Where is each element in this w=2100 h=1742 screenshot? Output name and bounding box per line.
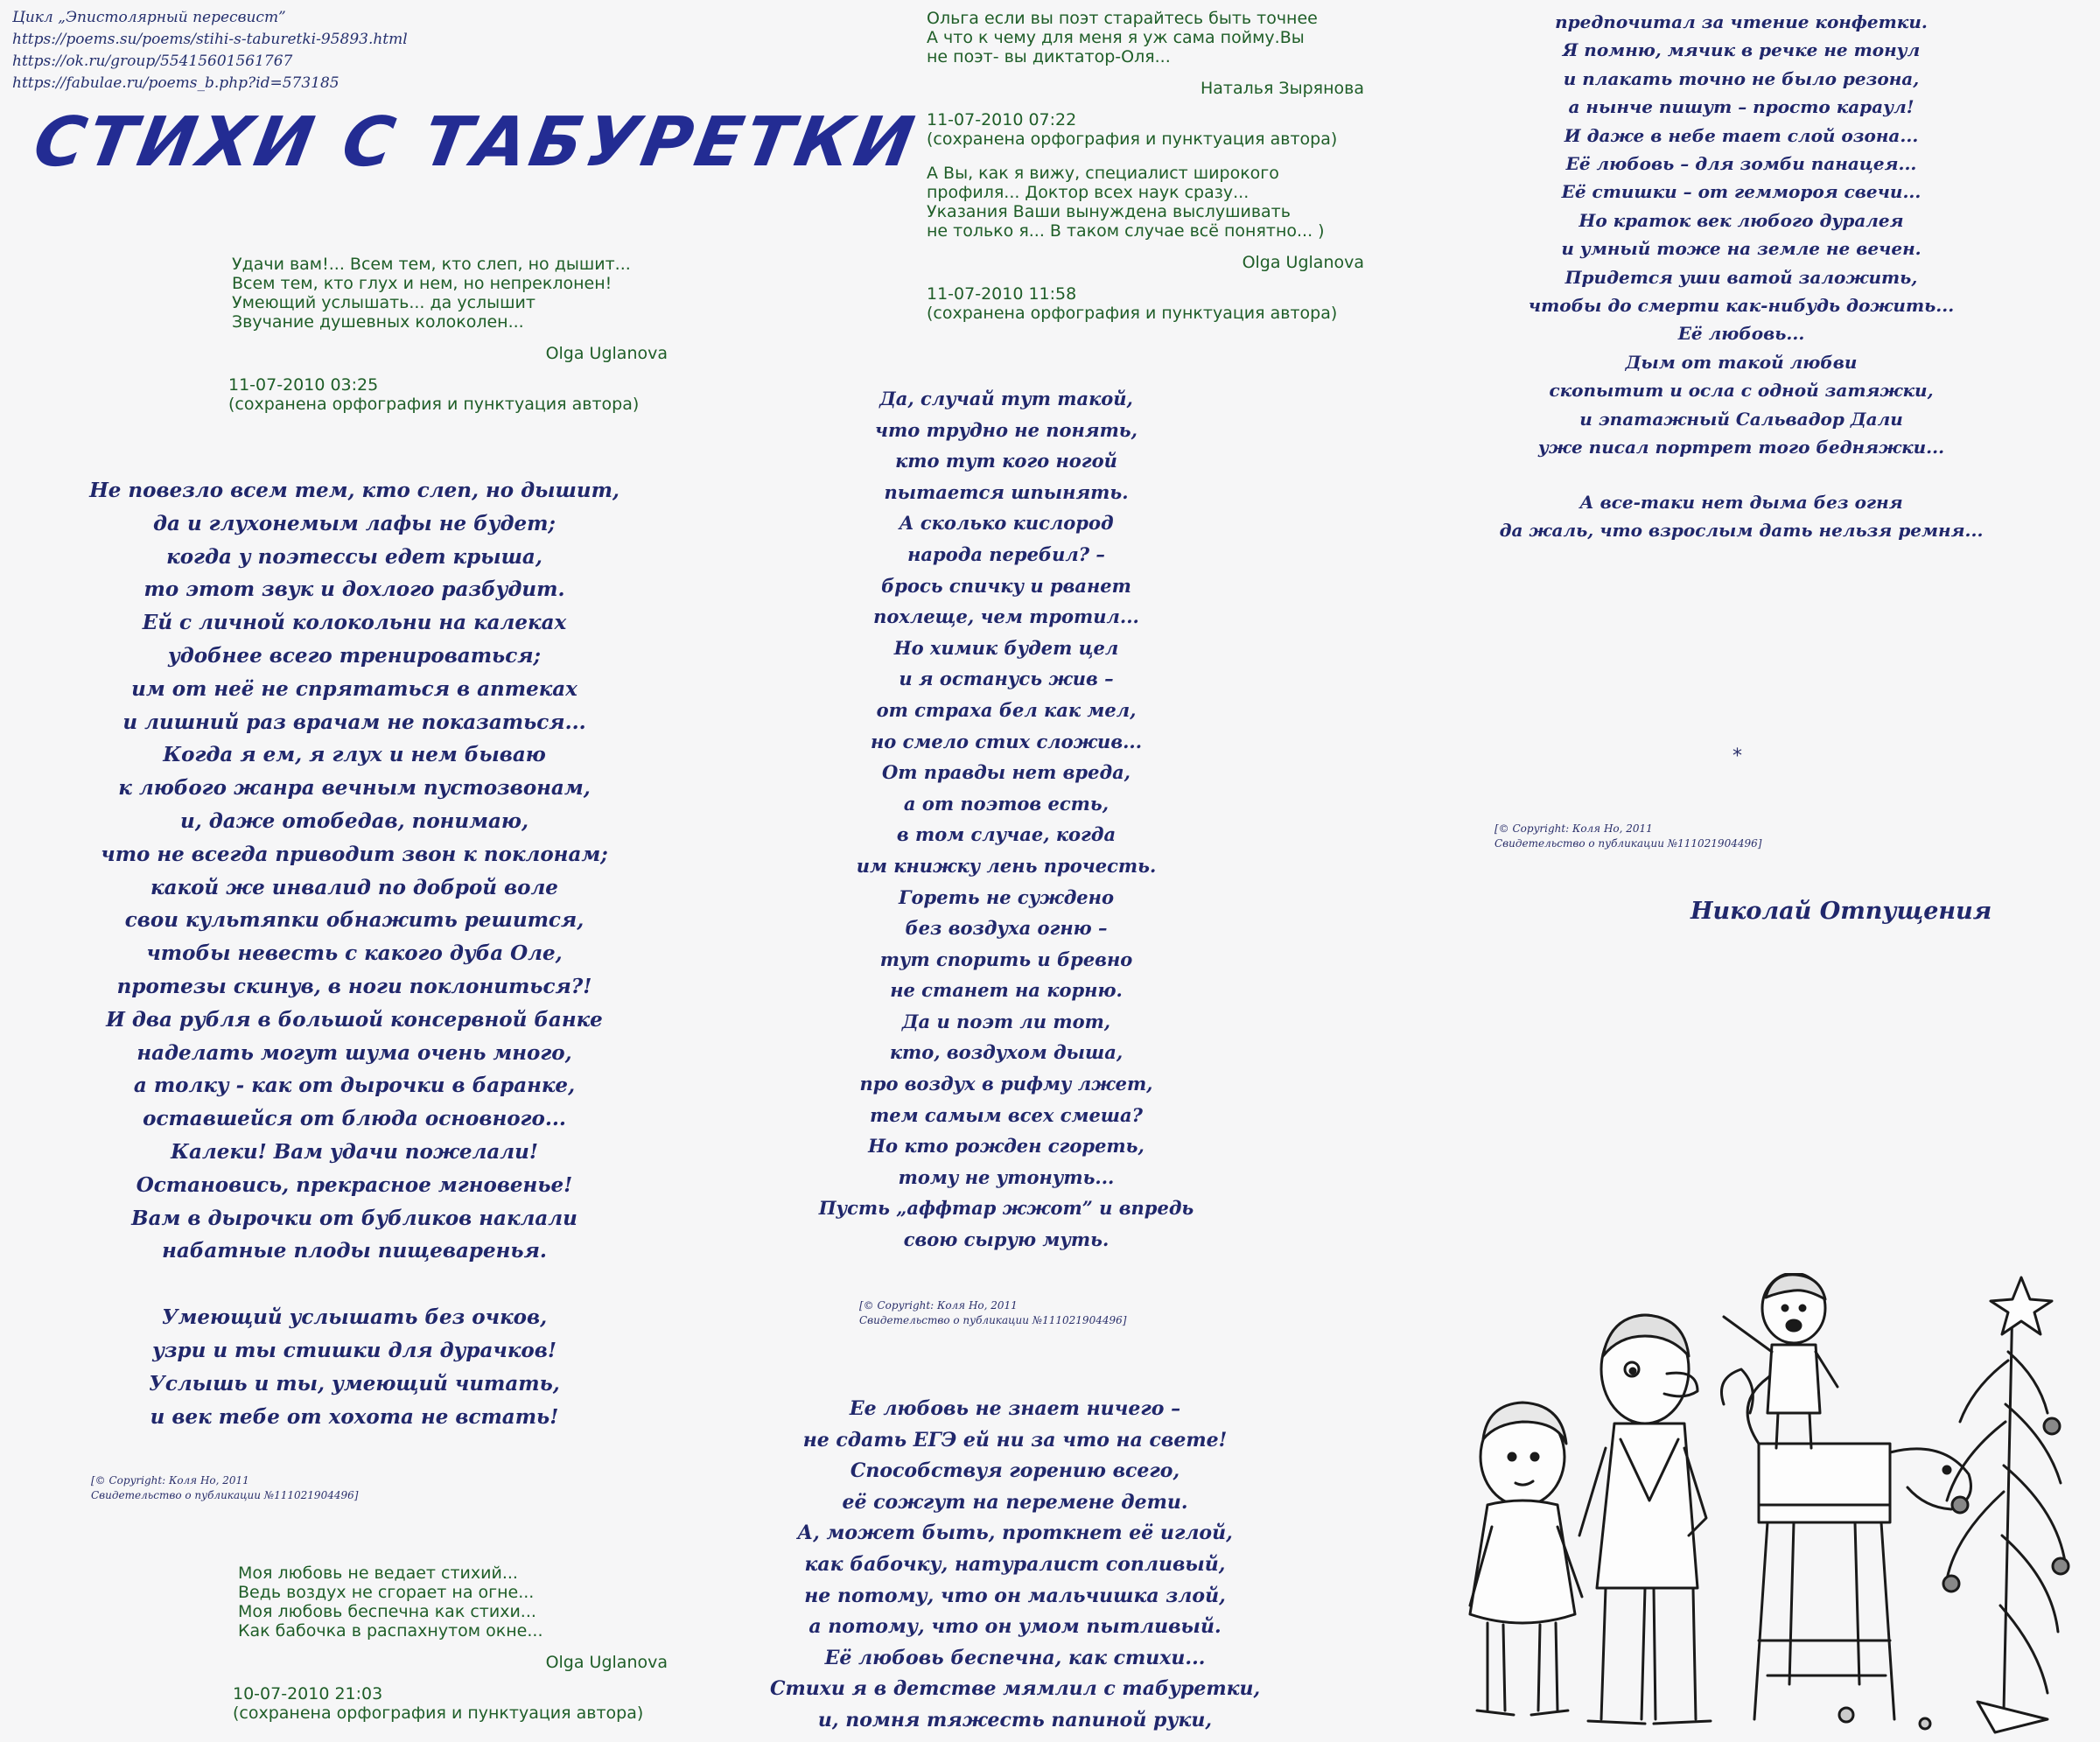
poem-line: какой же инвалид по доброй воле — [150, 875, 558, 899]
comment-line: Звучание душевных колоколен... — [232, 312, 524, 332]
link-fabulae[interactable]: https://fabulae.ru/poems_b.php?id=573185 — [12, 74, 340, 92]
copyright-line: Свидетельство о публикации №111021904496] — [1494, 837, 1762, 850]
poem-line: без воздуха огню – — [905, 917, 1108, 940]
poem-line: Но краток век любого дуралея — [1578, 209, 1904, 231]
poem-line: и, даже отобедав, понимаю, — [180, 808, 528, 833]
poem-4 — [1479, 8, 2004, 544]
page-title: СТИХИ С ТАБУРЕТКИ — [28, 103, 923, 182]
poem-2 — [805, 383, 1208, 1256]
poem-line: Я помню, мячик в речке не тонул — [1562, 39, 1921, 61]
comment-author: Olga Uglanova — [545, 344, 668, 363]
poem-line: Её любовь беспечна, как стихи... — [824, 1646, 1206, 1669]
poem-line: От правды нет вреда, — [881, 761, 1130, 784]
comment-date: 10-07-2010 21:03 — [233, 1684, 383, 1704]
comment-line: Умеющий услышать... да услышит — [232, 293, 536, 312]
poem-line: оставшейся от блюда основного... — [143, 1107, 566, 1131]
comment-note: (сохранена орфография и пунктуация автора) — [228, 395, 640, 414]
poem-line: и век тебе от хохота не встать! — [150, 1404, 559, 1429]
comment-text — [232, 255, 668, 332]
comment-line: Ведь воздух не сгорает на огне... — [238, 1583, 535, 1602]
poem-line: Когда я ем, я глух и нем бываю — [163, 743, 546, 767]
poem-line: Её любовь... — [1677, 323, 1805, 345]
poem-line: Но химик будет цел — [893, 636, 1119, 659]
comment-author: Olga Uglanova — [545, 1653, 668, 1672]
poem-line: Но кто рожден сгореть, — [868, 1135, 1144, 1158]
poem-line: не станет на корню. — [890, 979, 1123, 1002]
poem-line: Пусть „аффтар жжот” и впредь — [818, 1197, 1194, 1220]
copyright-2 — [859, 1298, 1126, 1328]
poem-1 — [48, 474, 661, 1433]
poem-line: не сдать ЕГЭ ей ни за что на свете! — [802, 1428, 1228, 1452]
poem-line: Стихи я в детстве мямлил с табуретки, — [770, 1677, 1261, 1701]
poem-line: тем самым всех смеша? — [870, 1103, 1143, 1126]
poem-line: И даже в небе тает слой озона... — [1564, 124, 1919, 146]
poem-line: тут спорить и бревно — [879, 948, 1133, 970]
poem-line: Придется уши ватой заложить, — [1564, 266, 1918, 288]
author-signature: Николай Отпущения — [1690, 898, 1992, 925]
poem-line: что не всегда приводит звон к поклонам; — [101, 842, 608, 866]
comment-note: (сохранена орфография и пунктуация автора) — [927, 129, 1338, 149]
poem-line: к любого жанра вечным пустозвонам, — [118, 776, 591, 801]
poem-line: Ее любовь не знает ничего – — [849, 1397, 1181, 1420]
poem-line: Её стишки – от геммороя свечи... — [1561, 181, 1922, 203]
poem-line: протезы скинув, в ноги поклониться?! — [116, 974, 592, 998]
poem-line: Не повезло всем тем, кто слеп, но дышит, — [89, 479, 620, 502]
comment-line: А что к чему для меня я уж сама пойму.Вы — [927, 28, 1305, 47]
comment-meta — [927, 284, 1364, 323]
poem-line: как бабочку, натуралист сопливый, — [804, 1552, 1226, 1576]
poem-line: чтобы до смерти как-нибудь дожить... — [1528, 295, 1955, 317]
poem-line: в том случае, когда — [896, 823, 1116, 846]
comment-note: (сохранена орфография и пунктуация автора) — [927, 304, 1338, 323]
comment-text — [927, 9, 1364, 66]
copyright-line: [© Copyright: Коля Но, 2011 — [1494, 822, 1653, 835]
poem-line: Способствуя горению всего, — [850, 1459, 1180, 1483]
comment-line: Моя любовь не ведает стихий... — [238, 1564, 518, 1583]
poem-line: Дым от такой любви — [1625, 351, 1858, 373]
comment-line: профиля... Доктор всех наук сразу... — [927, 183, 1250, 202]
poem-line: и плакать точно не было резона, — [1563, 67, 1920, 89]
comment-date: 11-07-2010 03:25 — [228, 375, 379, 395]
poem-3 — [770, 1394, 1260, 1737]
poem-line: кто, воздухом дыша, — [889, 1041, 1124, 1064]
poem-stanza — [1479, 488, 2004, 545]
poem-line: брось спичку и рванет — [881, 574, 1131, 597]
poem-line: кто тут кого ногой — [895, 450, 1117, 472]
poem-line: а толку - как от дырочки в баранке, — [133, 1074, 576, 1098]
poem-line: от страха бел как мел, — [876, 698, 1137, 721]
comment-line: А Вы, как я вижу, специалист широкого — [927, 164, 1279, 183]
comment-note: (сохранена орфография и пунктуация автора) — [233, 1704, 644, 1723]
poem-line: узри и ты стишки для дурачков! — [152, 1338, 556, 1362]
comment-meta — [228, 375, 668, 414]
poem-line: тому не утонуть... — [898, 1165, 1115, 1188]
poem-line: да и глухонемым лафы не будет; — [153, 511, 556, 535]
cycle-title: Цикл „Эпистолярный пересвист” — [12, 9, 286, 26]
poem-line: похлеще, чем тротил... — [873, 605, 1139, 628]
poem-line: И два рубля в большой консервной банке — [106, 1007, 603, 1032]
cartoon-illustration — [1435, 1273, 2082, 1737]
poem-line: А все-таки нет дыма без огня — [1579, 491, 1903, 513]
poem-line: и я останусь жив – — [899, 668, 1114, 690]
poem-line: предпочитал за чтение конфетки. — [1555, 11, 1928, 32]
poem-line: Услышь и ты, умеющий читать, — [149, 1371, 560, 1396]
poem-line: Её любовь – для зомби панацея... — [1565, 153, 1917, 175]
poem-line: Остановись, прекрасное мгновенье! — [136, 1172, 573, 1197]
comment-text — [238, 1564, 668, 1641]
star-separator: * — [1732, 745, 1742, 767]
poem-line: чтобы невесть с какого дуба Оле, — [146, 941, 563, 966]
copyright-line: [© Copyright: Коля Но, 2011 — [91, 1474, 249, 1487]
poem-line: Умеющий услышать без очков, — [161, 1305, 548, 1330]
comment-date: 11-07-2010 11:58 — [927, 284, 1077, 304]
poem-line: Калеки! Вам удачи пожелали! — [171, 1139, 538, 1164]
poem-line: Да, случай тут такой, — [879, 388, 1133, 409]
comment-meta — [927, 110, 1364, 149]
poem-line: и умный тоже на земле не вечен. — [1561, 238, 1922, 260]
comment-3 — [927, 9, 1364, 149]
poem-line: и, помня тяжесть папиной руки, — [817, 1708, 1213, 1732]
poem-line: скопытит и осла с одной затяжки, — [1549, 380, 1934, 402]
poem-line: и эпатажный Сальвадор Дали — [1579, 408, 1903, 430]
poem-line: Гореть не суждено — [899, 885, 1114, 908]
poem-stanza — [48, 474, 661, 1268]
copyright-line: Свидетельство о публикации №111021904496] — [859, 1314, 1127, 1326]
copyright-line: [© Copyright: Коля Но, 2011 — [859, 1299, 1018, 1312]
comment-line: не поэт- вы диктатор-Оля... — [927, 47, 1171, 66]
poem-line: а потому, что он умом пытливый. — [808, 1615, 1222, 1639]
comment-1 — [228, 255, 668, 414]
poem-line: и лишний раз врачам не показаться... — [122, 710, 586, 734]
poem-line: народа перебил? – — [907, 542, 1105, 565]
poem-line: удобнее всего тренироваться; — [167, 643, 542, 668]
link-ok-ru[interactable]: https://ok.ru/group/55415601561767 — [12, 52, 293, 70]
comment-line: Указания Ваши вынуждена выслушивать — [927, 202, 1291, 221]
link-poems-su[interactable]: https://poems.su/poems/stihi-s-taburetki-95893.html — [12, 31, 408, 48]
comment-date: 11-07-2010 07:22 — [927, 110, 1077, 129]
comment-line: Моя любовь беспечна как стихи... — [238, 1602, 536, 1621]
comment-meta — [233, 1684, 668, 1723]
comment-line: Ольга если вы поэт старайтесь быть точнее — [927, 9, 1318, 28]
comment-2 — [233, 1564, 668, 1723]
copyright-line: Свидетельство о публикации №111021904496] — [91, 1489, 359, 1501]
copyright-1 — [91, 1473, 358, 1503]
poem-line: про воздух в рифму лжет, — [859, 1073, 1153, 1095]
poem-line: А сколько кислород — [899, 512, 1114, 535]
poem-line: им от неё не спрятаться в аптеках — [131, 676, 578, 701]
comment-author: Olga Uglanova — [1242, 253, 1364, 272]
poem-line: что трудно не понять, — [875, 418, 1138, 441]
poem-line: свои культяпки обнажить решится, — [124, 908, 584, 933]
poem-line: им книжку лень прочесть. — [856, 854, 1157, 877]
poem-line: свою сырую муть. — [903, 1228, 1110, 1251]
poem-stanza — [1479, 8, 2004, 462]
comment-line: Всем тем, кто глух и нем, но непреклонен! — [232, 274, 612, 293]
comment-line: Как бабочка в распахнутом окне... — [238, 1621, 543, 1641]
poem-line: её сожгут на перемене дети. — [842, 1490, 1188, 1514]
comment-line: Удачи вам!... Всем тем, кто слеп, но дышит... — [232, 255, 631, 274]
header-links — [12, 7, 408, 94]
poem-line: да жаль, что взрослым дать нельзя ремня... — [1499, 519, 1984, 541]
poem-line: то этот звук и дохлого разбудит. — [144, 577, 565, 602]
comment-text — [927, 164, 1364, 241]
comment-line: не только я... В таком случае всё понятно... ) — [927, 221, 1325, 241]
poem-line: набатные плоды пищеваренья. — [162, 1239, 547, 1263]
comment-4 — [927, 164, 1364, 323]
comment-author: Наталья Зырянова — [1200, 79, 1364, 98]
poem-line: А, может быть, проткнет её иглой, — [797, 1522, 1233, 1545]
poem-line: но смело стих сложив... — [870, 730, 1143, 752]
poem-line: а нынче пишут – просто караул! — [1568, 96, 1914, 118]
copyright-3 — [1494, 822, 1761, 851]
poem-line: не потому, что он мальчишка злой, — [804, 1584, 1226, 1607]
poem-line: Вам в дырочки от бубликов наклали — [131, 1206, 578, 1230]
poem-line: Да и поэт ли тот, — [901, 1010, 1111, 1032]
poem-line: наделать могут шума очень много, — [136, 1040, 572, 1065]
poem-line: пытается шпынять. — [884, 480, 1129, 503]
poem-line: а от поэтов есть, — [903, 792, 1110, 815]
poem-line: уже писал портрет того бедняжки... — [1537, 437, 1945, 458]
poem-line: когда у поэтессы едет крыша, — [166, 544, 542, 569]
cartoon-family-boy-on-stool-icon — [1435, 1273, 2082, 1737]
poem-stanza — [48, 1301, 661, 1433]
poem-line: Ей с личной колокольни на калеках — [142, 611, 567, 635]
